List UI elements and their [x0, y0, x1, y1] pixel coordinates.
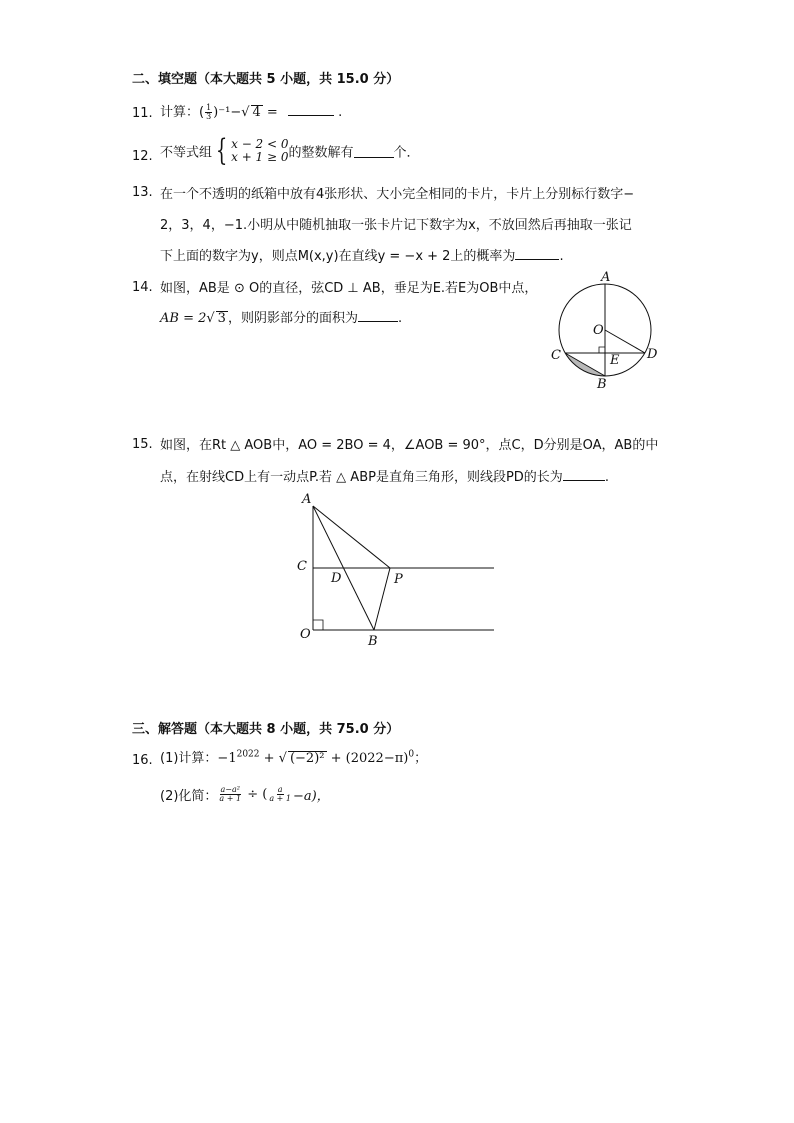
segment-od — [605, 330, 645, 353]
q13-line1: 在一个不透明的纸箱中放有4张形状、大小完全相同的卡片，卡片上分别标行数字− — [160, 187, 635, 202]
question-number-15: 15. — [132, 437, 153, 452]
question-number-12: 12. — [132, 149, 153, 164]
answer-blank-11[interactable] — [288, 103, 334, 116]
q16-part1: (1)计算：$-1^{2022}$ + √ $(-2)^2 + (2022-\pi)^0$； — [160, 749, 428, 766]
q11-fraction: $\frac{1}{3}$ — [206, 103, 212, 121]
label-b: B — [597, 377, 607, 392]
question-12: 不等式组 { x − 2 < 0 x + 1 ≥ 0 的整数解有 个． — [160, 133, 420, 168]
segment-ap — [313, 506, 390, 568]
label-p: P — [394, 572, 403, 587]
q15-line1: 如图，在Rt △ AOB中，AO = 2BO = 4，∠AOB = 90°，点C，D分别是OA，AB的中 — [160, 438, 659, 453]
answer-blank-14[interactable] — [358, 309, 398, 322]
label-d: D — [647, 347, 658, 362]
label-d: D — [331, 571, 342, 586]
answer-blank-13[interactable] — [515, 247, 559, 260]
label-b: B — [368, 634, 378, 649]
q14-line2: AB = 2√ 3 ，则阴影部分的面积为 . — [160, 311, 403, 326]
question-number-13: 13. — [132, 185, 153, 200]
q12-inequality-system: { x − 2 < 0 x + 1 ≥ 0 — [215, 133, 289, 168]
q13-line3: 下上面的数字为y，则点M(x,y)在直线y = −x + 2上的概率为 . — [160, 249, 564, 264]
q16-fraction-2: $\frac{a}{a + 1}$ — [269, 785, 291, 803]
q13-line2: 2，3，4，−1.小明从中随机抽取一张卡片记下数字为x，不放回然后再抽取一张记 — [160, 218, 632, 233]
label-o: O — [593, 323, 604, 338]
right-angle-mark-o — [313, 620, 323, 630]
q12-prefix: 不等式组 — [160, 145, 213, 161]
q15-triangle-figure — [292, 488, 502, 650]
question-11: 计算：( $\frac{1}{3}$ )⁻¹−√ 4 = . — [160, 103, 343, 121]
label-o: O — [300, 627, 311, 642]
q11-sqrt: 4 — [252, 105, 261, 120]
q11-exponent: )⁻¹− — [213, 105, 242, 120]
answer-blank-15[interactable] — [563, 468, 605, 481]
q14-circle-figure — [548, 268, 668, 392]
label-c: C — [297, 559, 307, 574]
q14-line1: 如图，AB是 ⊙ O的直径，弦CD ⊥ AB，垂足为E.若E为OB中点， — [160, 281, 538, 296]
segment-cb — [565, 353, 605, 376]
answer-blank-12[interactable] — [354, 145, 394, 158]
q16-part2: (2)化简： $\frac{\text{a−a²}}{a + 1}$ ÷ ( $\frac{a}{a + 1}$ −a)， — [160, 785, 330, 804]
q15-line2: 点，在射线CD上有一动点P.若 △ ABP是直角三角形，则线段PD的长为 . — [160, 470, 609, 485]
label-e: E — [610, 353, 620, 368]
question-number-14: 14. — [132, 280, 153, 295]
question-number-11: 11. — [132, 106, 153, 121]
right-angle-mark — [599, 347, 605, 353]
segment-pb — [374, 568, 390, 630]
label-a: A — [302, 492, 312, 507]
label-c: C — [551, 348, 561, 363]
q16-fraction-1: $\frac{\text{a−a²}}{a + 1}$ — [219, 785, 242, 803]
q11-prefix: 计算：( — [160, 105, 205, 120]
section-title-fill-in: 二、填空题（本大题共 5 小题，共 15.0 分） — [132, 72, 400, 87]
question-number-16: 16. — [132, 753, 153, 768]
section-title-solutions: 三、解答题（本大题共 8 小题，共 75.0 分） — [132, 722, 400, 737]
label-a: A — [601, 270, 611, 285]
